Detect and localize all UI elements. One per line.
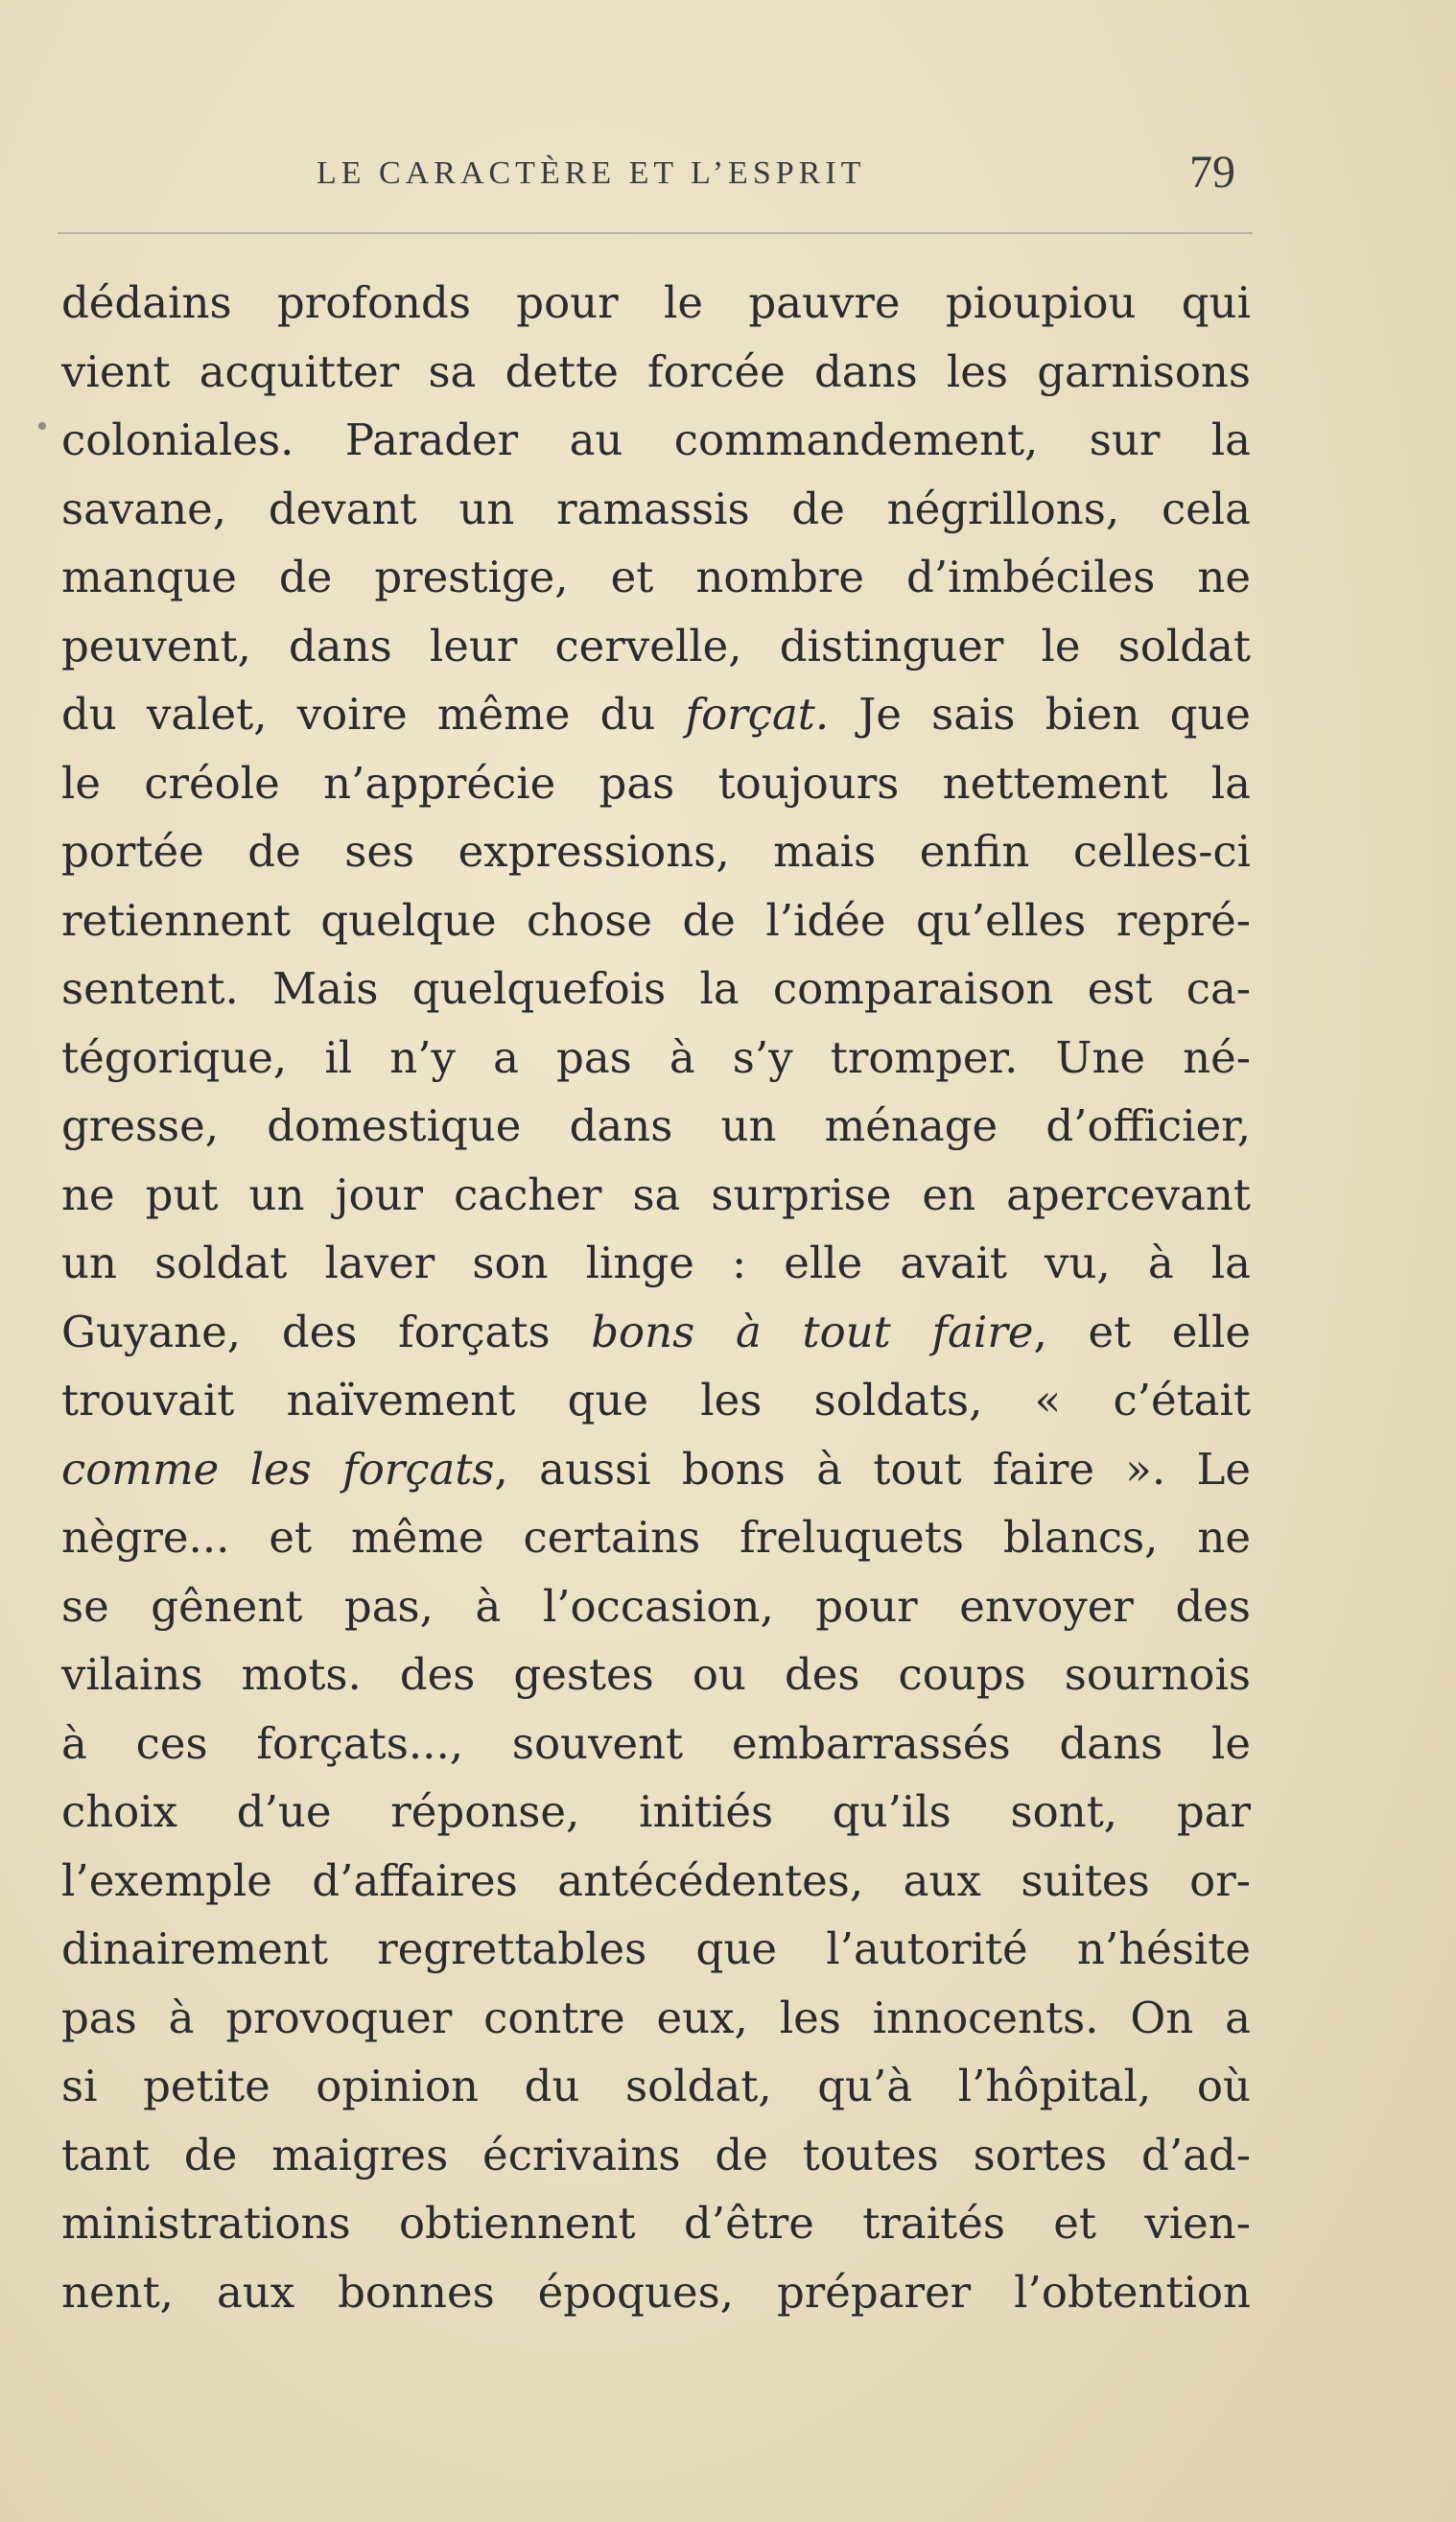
text-line <box>61 2052 1251 2121</box>
text-line <box>61 1366 1251 1435</box>
margin-ink-spot <box>38 422 46 430</box>
text-segment: ministrations obtiennent d’être traités et vien- <box>61 2198 1251 2249</box>
text-line <box>61 1435 1251 1504</box>
text-segment: nent, aux bonnes époques, préparer l’obtention <box>61 2266 1251 2318</box>
text-segment: manque de prestige, et nombre d’imbéciles ne <box>61 552 1251 602</box>
text-segment: retiennent quelque chose de l’idée qu’elles repré- <box>61 894 1251 946</box>
text-segment: vient acquitter sa dette forcée dans les garnisons <box>61 345 1251 397</box>
header-rule <box>58 232 1253 234</box>
text-line <box>61 1640 1251 1709</box>
text-line <box>61 406 1251 475</box>
text-segment: portée de ses expressions, mais enfin celles-ci <box>61 826 1251 877</box>
text-line <box>61 1915 1251 1984</box>
running-title: LE CARACTÈRE ET L’ESPRIT <box>317 155 866 191</box>
text-segment: gresse, domestique dans un ménage d’officier, <box>61 1100 1251 1151</box>
text-segment: le créole n’apprécie pas toujours nettement la <box>61 757 1251 809</box>
text-segment: ne put un jour cacher sa surprise en apercevant <box>61 1168 1251 1220</box>
text-line <box>61 1847 1251 1916</box>
text-line <box>61 2258 1251 2327</box>
italic-segment: forçat. <box>685 689 830 740</box>
text-line <box>61 612 1251 681</box>
text-line <box>61 1024 1251 1093</box>
text-line <box>61 1709 1251 1779</box>
text-line <box>61 817 1251 886</box>
italic-segment: bons à tout faire <box>591 1306 1034 1357</box>
text-line <box>61 2189 1251 2258</box>
text-line <box>61 1092 1251 1161</box>
text-line <box>61 1298 1251 1367</box>
body-text <box>61 269 1251 2326</box>
text-segment: , et elle <box>1033 1306 1251 1357</box>
text-segment: coloniales. Parader au commandement, sur la <box>61 414 1251 465</box>
text-segment: un soldat laver son linge : elle avait vu, à la <box>61 1237 1251 1288</box>
text-line <box>61 1503 1251 1572</box>
text-segment: du valet, voire même du <box>61 689 686 740</box>
text-segment: se gênent pas, à l’occasion, pour envoyer des <box>61 1580 1251 1632</box>
text-segment: l’exemple d’affaires antécédentes, aux suites or- <box>61 1854 1251 1906</box>
italic-segment: comme les forçats <box>61 1443 495 1495</box>
text-segment: choix d’ue réponse, initiés qu’ils sont, par <box>61 1786 1251 1837</box>
text-segment: tégorique, il n’y a pas à s’y tromper. Une né- <box>61 1031 1251 1083</box>
text-line <box>61 269 1251 338</box>
text-segment: pas à provoquer contre eux, les innocents. On a <box>61 1992 1251 2043</box>
text-segment: dédains profonds pour le pauvre pioupiou qui <box>61 277 1251 328</box>
text-segment: vilains mots. des gestes ou des coups sournois <box>61 1649 1251 1700</box>
text-line <box>61 2121 1251 2190</box>
text-line <box>61 886 1251 955</box>
text-segment: Je sais bien que <box>829 689 1251 740</box>
text-line <box>61 749 1251 818</box>
text-segment: savane, devant un ramassis de négrillons, cela <box>61 483 1251 534</box>
text-segment: tant de maigres écrivains de toutes sortes d’ad- <box>61 2129 1251 2180</box>
text-line <box>61 1161 1251 1230</box>
text-line <box>61 1778 1251 1847</box>
text-line <box>61 1572 1251 1641</box>
text-segment: trouvait naïvement que les soldats, « c’était <box>61 1375 1251 1426</box>
text-line <box>61 680 1251 749</box>
text-segment: dinairement regrettables que l’autorité n’hésite <box>61 1923 1251 1974</box>
page-number: 79 <box>1189 147 1235 198</box>
page-header <box>0 146 1456 203</box>
text-line <box>61 338 1251 407</box>
text-segment: nègre... et même certains freluquets blancs, ne <box>61 1512 1251 1563</box>
text-segment: à ces forçats..., souvent embarrassés dans le <box>61 1717 1251 1769</box>
text-segment: Guyane, des forçats <box>61 1306 592 1357</box>
text-line <box>61 1229 1251 1298</box>
text-line <box>61 475 1251 544</box>
text-line <box>61 955 1251 1024</box>
text-segment: peuvent, dans leur cervelle, distinguer le soldat <box>61 620 1251 672</box>
text-segment: , aussi bons à tout faire ». Le <box>494 1443 1251 1495</box>
text-segment: si petite opinion du soldat, qu’à l’hôpital, où <box>61 2061 1251 2111</box>
text-line <box>61 1984 1251 2053</box>
text-line <box>61 543 1251 612</box>
text-segment: sentent. Mais quelquefois la comparaison est ca- <box>61 963 1251 1014</box>
